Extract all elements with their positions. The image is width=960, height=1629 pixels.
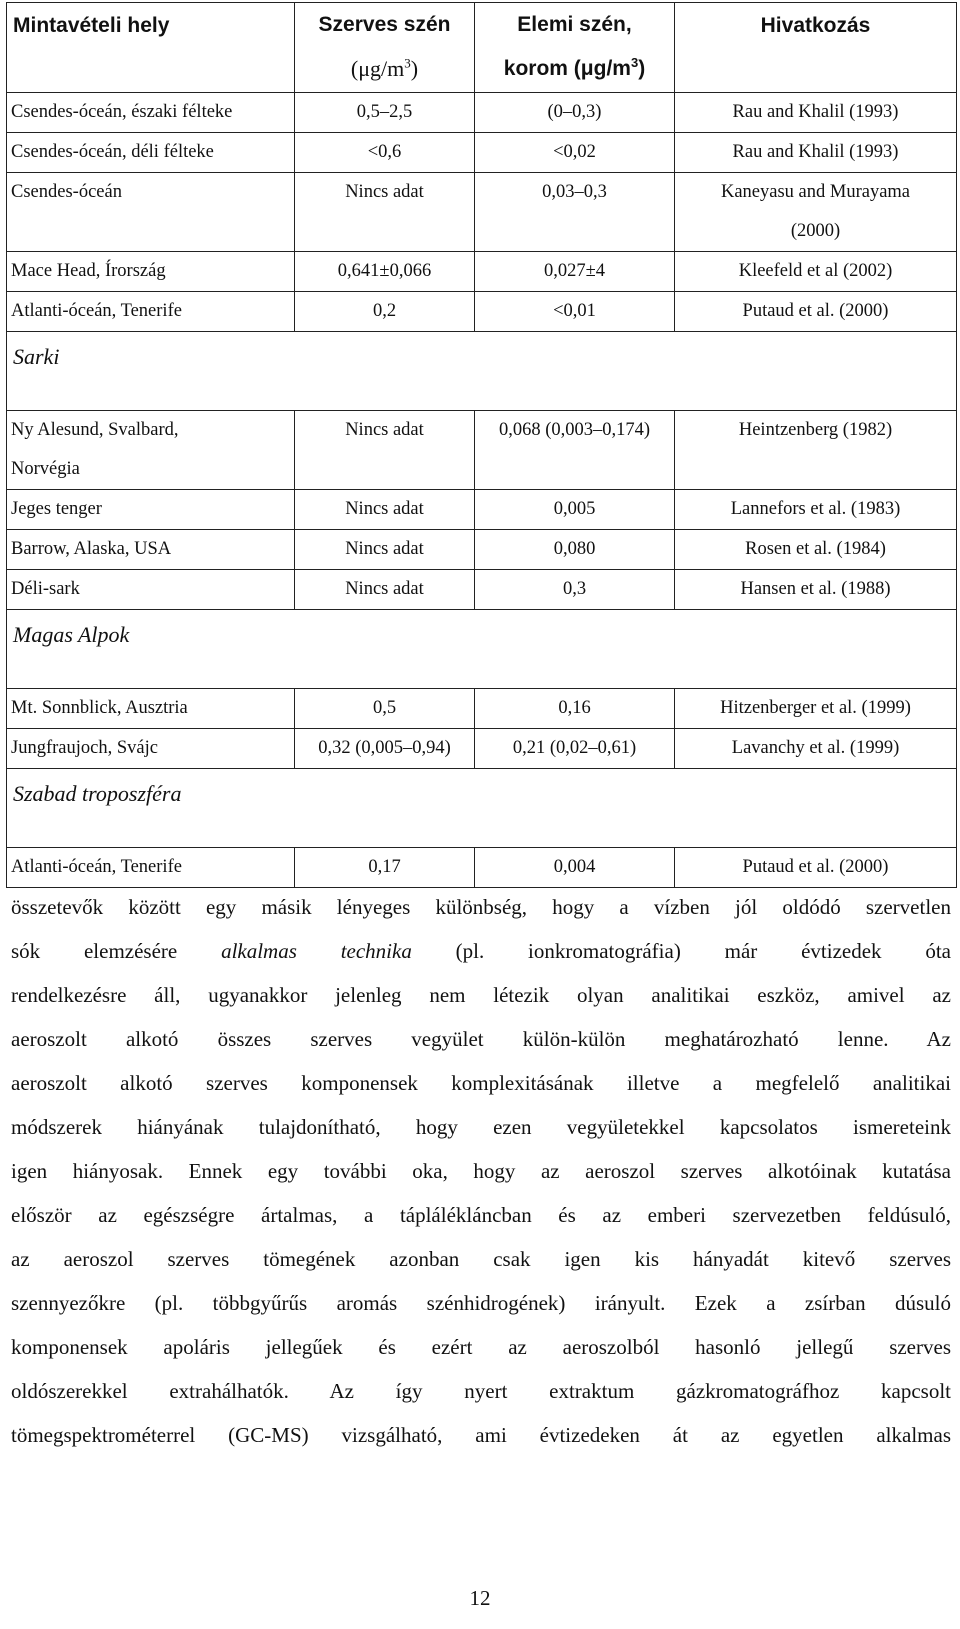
table-row (7, 530, 957, 570)
cell-location: Mt. Sonnblick, Ausztria (7, 689, 295, 729)
cell-reference: Putaud et al. (2000) (675, 292, 957, 332)
cell-reference: Lavanchy et al. (1999) (675, 729, 957, 769)
cell-reference: Hansen et al. (1988) (675, 570, 957, 610)
cell-location: Ny Alesund, Svalbard, Norvégia (7, 411, 295, 490)
header-organic-line1: Szerves szén (318, 13, 451, 36)
cell-reference: Rau and Khalil (1993) (675, 133, 957, 173)
paragraph-line: aeroszolt alkotó összes szerves vegyület külön-külön meghatározható lenne. Az (11, 1027, 951, 1051)
cell-reference: Rau and Khalil (1993) (675, 93, 957, 133)
cell-elemental: 0,03–0,3 (475, 173, 675, 252)
cell-organic: 0,17 (295, 848, 475, 888)
section-title-alpok: Magas Alpok (7, 610, 957, 689)
paragraph-line: összetevők között egy másik lényeges különbség, hogy a vízben jól oldódó szervetlen (11, 895, 951, 919)
cell-location: Barrow, Alaska, USA (7, 530, 295, 570)
header-elemental-line2: korom $(\mu g/m^3)$ (503, 55, 646, 80)
header-reference: Hivatkozás (675, 3, 957, 93)
cell-elemental: (0–0,3) (475, 93, 675, 133)
cell-elemental: 0,005 (475, 490, 675, 530)
table-row (7, 173, 957, 252)
cell-organic: 0,32 (0,005–0,94) (295, 729, 475, 769)
cell-organic: 0,5–2,5 (295, 93, 475, 133)
paragraph-line: szennyezőkre (pl. többgyűrűs aromás szénhidrogének) irányult. Ezek a zsírban dúsuló (11, 1291, 951, 1315)
cell-reference: Hitzenberger et al. (1999) (675, 689, 957, 729)
cell-elemental: 0,004 (475, 848, 675, 888)
cell-reference: Heintzenberg (1982) (675, 411, 957, 490)
cell-elemental: 0,027±4 (475, 252, 675, 292)
table-row (7, 689, 957, 729)
cell-reference: Kleefeld et al (2002) (675, 252, 957, 292)
paragraph-line: igen hiányosak. Ennek egy további oka, hogy az aeroszol szerves alkotóinak kutatása (11, 1159, 951, 1183)
cell-reference: Rosen et al. (1984) (675, 530, 957, 570)
paragraph-line: az aeroszol szerves tömegének azonban csak igen kis hányadát kitevő szerves (11, 1247, 951, 1271)
cell-elemental: 0,068 (0,003–0,174) (475, 411, 675, 490)
cell-reference: Putaud et al. (2000) (675, 848, 957, 888)
cell-elemental: 0,16 (475, 689, 675, 729)
cell-location: Csendes-óceán (7, 173, 295, 252)
section-row (7, 610, 957, 689)
table-row (7, 570, 957, 610)
header-elemental-line1: Elemi szén, (517, 13, 632, 36)
table-row (7, 93, 957, 133)
header-elemental-carbon (475, 3, 675, 93)
paragraph-line: sók elemzésére alkalmas technika (pl. ionkromatográfia) már évtizedek óta (11, 939, 952, 963)
table-row (7, 133, 957, 173)
cell-location: Mace Head, Írország (7, 252, 295, 292)
table-row (7, 729, 957, 769)
paragraph-line: módszerek hiányának tulajdonítható, hogy ezen vegyületekkel kapcsolatos ismereteink (11, 1115, 951, 1139)
cell-elemental: 0,080 (475, 530, 675, 570)
section-title-troposzfera: Szabad troposzféra (7, 769, 957, 848)
cell-elemental: <0,01 (475, 292, 675, 332)
table-row (7, 292, 957, 332)
table-row (7, 490, 957, 530)
paragraph-line: aeroszolt alkotó szerves komponensek komplexitásának illetve a megfelelő analitikai (11, 1071, 951, 1095)
paragraph-line: tömegspektrométerrel (GC-MS) vizsgálható, ami évtizedeken át az egyetlen alkalmas (11, 1423, 951, 1447)
cell-location: Atlanti-óceán, Tenerife (7, 292, 295, 332)
cell-organic: Nincs adat (295, 530, 475, 570)
cell-organic: Nincs adat (295, 570, 475, 610)
cell-location: Csendes-óceán, déli félteke (7, 133, 295, 173)
section-title-sarki: Sarki (7, 332, 957, 411)
paragraph-line: oldószerekkel extrahálhatók. Az így nyert extraktum gázkromatográfhoz kapcsolt (11, 1379, 951, 1403)
cell-organic: <0,6 (295, 133, 475, 173)
cell-organic: Nincs adat (295, 490, 475, 530)
table-row (7, 411, 957, 490)
header-organic-carbon (295, 3, 475, 93)
page-number: 12 (469, 1586, 491, 1610)
cell-reference: Kaneyasu and Murayama (2000) (675, 173, 957, 252)
paragraph-line: először az egészségre ártalmas, a táplálékláncban és az emberi szervezetben feldúsuló, (11, 1203, 951, 1227)
cell-organic: Nincs adat (295, 173, 475, 252)
carbon-table (6, 2, 957, 888)
cell-elemental: <0,02 (475, 133, 675, 173)
cell-location: Atlanti-óceán, Tenerife (7, 848, 295, 888)
cell-location: Jeges tenger (7, 490, 295, 530)
section-row (7, 769, 957, 848)
table-row (7, 252, 957, 292)
paragraph-line: rendelkezésre áll, ugyanakkor jelenleg nem létezik olyan analitikai eszköz, amivel az (11, 983, 951, 1007)
cell-elemental: 0,21 (0,02–0,61) (475, 729, 675, 769)
cell-organic: Nincs adat (295, 411, 475, 490)
cell-organic: 0,5 (295, 689, 475, 729)
header-location: Mintavételi hely (7, 3, 295, 93)
cell-elemental: 0,3 (475, 570, 675, 610)
table-header-row (7, 3, 957, 93)
cell-location: Déli-sark (7, 570, 295, 610)
header-organic-line2: $(\mu g/m^3)$ (350, 55, 419, 81)
table-row (7, 848, 957, 888)
cell-organic: 0,641±0,066 (295, 252, 475, 292)
section-row (7, 332, 957, 411)
body-paragraph (11, 885, 951, 1457)
cell-location: Csendes-óceán, északi félteke (7, 93, 295, 133)
cell-location: Jungfraujoch, Svájc (7, 729, 295, 769)
paragraph-line: komponensek apoláris jellegűek és ezért az aeroszolból hasonló jellegű szerves (11, 1335, 951, 1359)
cell-organic: 0,2 (295, 292, 475, 332)
cell-reference: Lannefors et al. (1983) (675, 490, 957, 530)
